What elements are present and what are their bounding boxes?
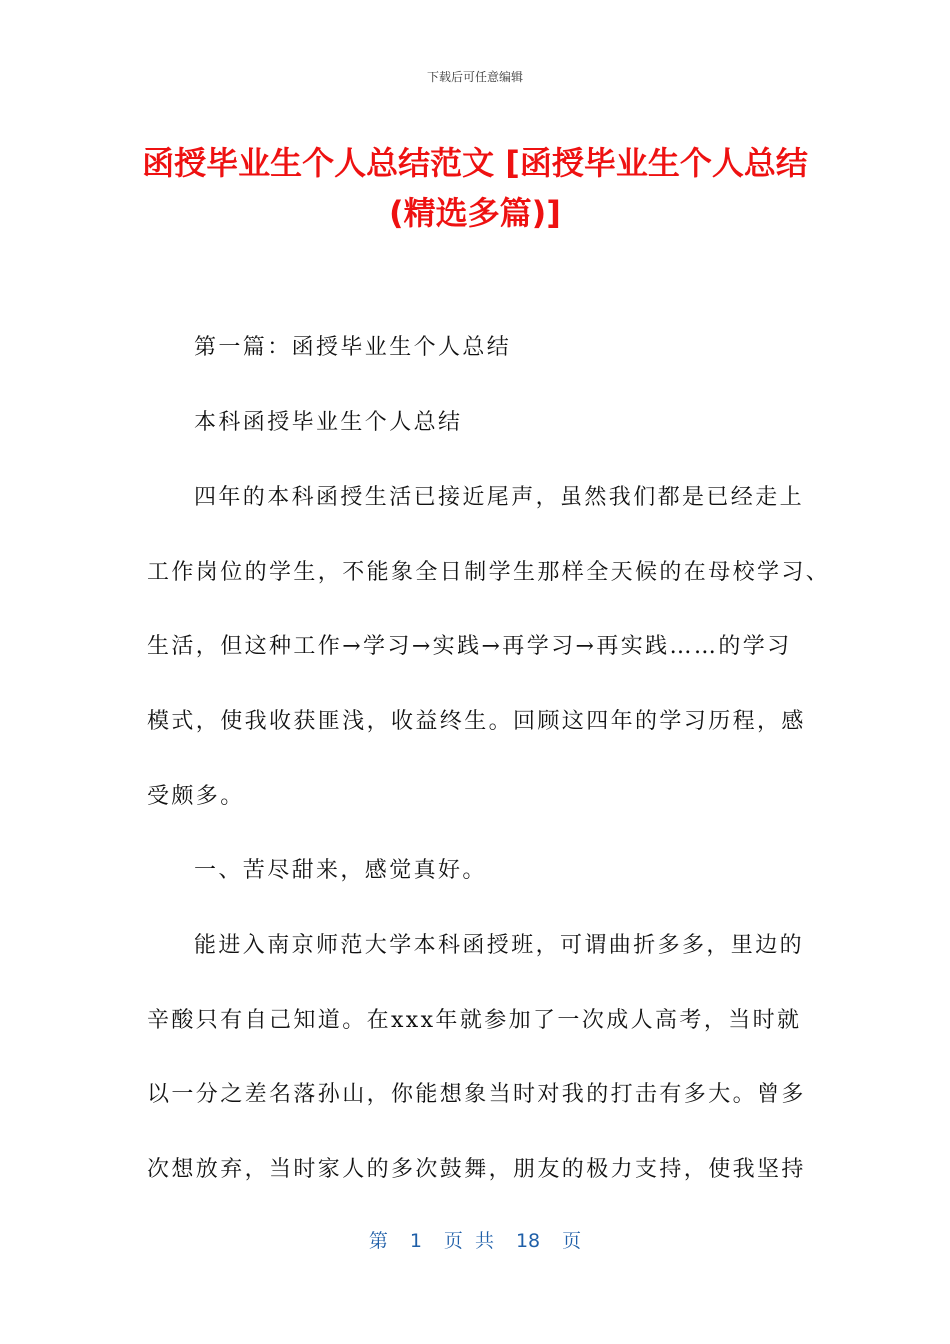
paragraph-line: 能进入南京师范大学本科函授班，可谓曲折多多，里边的: [194, 933, 805, 958]
section-subheading: 一、苦尽甜来，感觉真好。: [194, 858, 487, 883]
paragraph-line: 以一分之差名落孙山，你能想象当时对我的打击有多大。曾多: [147, 1082, 806, 1107]
paragraph-line: 工作岗位的学生，不能象全日制学生那样全天候的在母校学习、: [147, 560, 831, 585]
header-note: 下载后可任意编辑: [426, 70, 523, 84]
paragraph-line: 生活，但这种工作→学习→实践→再学习→再实践……的学习: [147, 634, 792, 659]
footer-prefix: 第: [368, 1230, 388, 1252]
document-title: 函授毕业生个人总结范文 [函授毕业生个人总结(精选多篇)]: [142, 144, 808, 232]
subtitle-line: 本科函授毕业生个人总结: [194, 410, 463, 435]
paragraph-line: 模式，使我收获匪浅，收益终生。回顾这四年的学习历程，感: [147, 709, 806, 734]
total-pages-number: 18: [515, 1230, 541, 1252]
paragraph-line: 次想放弃，当时家人的多次鼓舞，朋友的极力支持，使我坚持: [147, 1157, 806, 1182]
footer-middle: 页 共: [443, 1230, 494, 1252]
footer-suffix: 页: [562, 1230, 582, 1252]
paragraph-line: 受颇多。: [147, 784, 245, 809]
section-heading: 第一篇：函授毕业生个人总结: [194, 335, 512, 360]
paragraph-line: 四年的本科函授生活已接近尾声，虽然我们都是已经走上: [194, 485, 805, 510]
current-page-number: 1: [409, 1230, 422, 1252]
paragraph-line: 辛酸只有自己知道。在xxx年就参加了一次成人高考，当时就: [147, 1008, 802, 1033]
page-footer: [0, 1226, 950, 1253]
